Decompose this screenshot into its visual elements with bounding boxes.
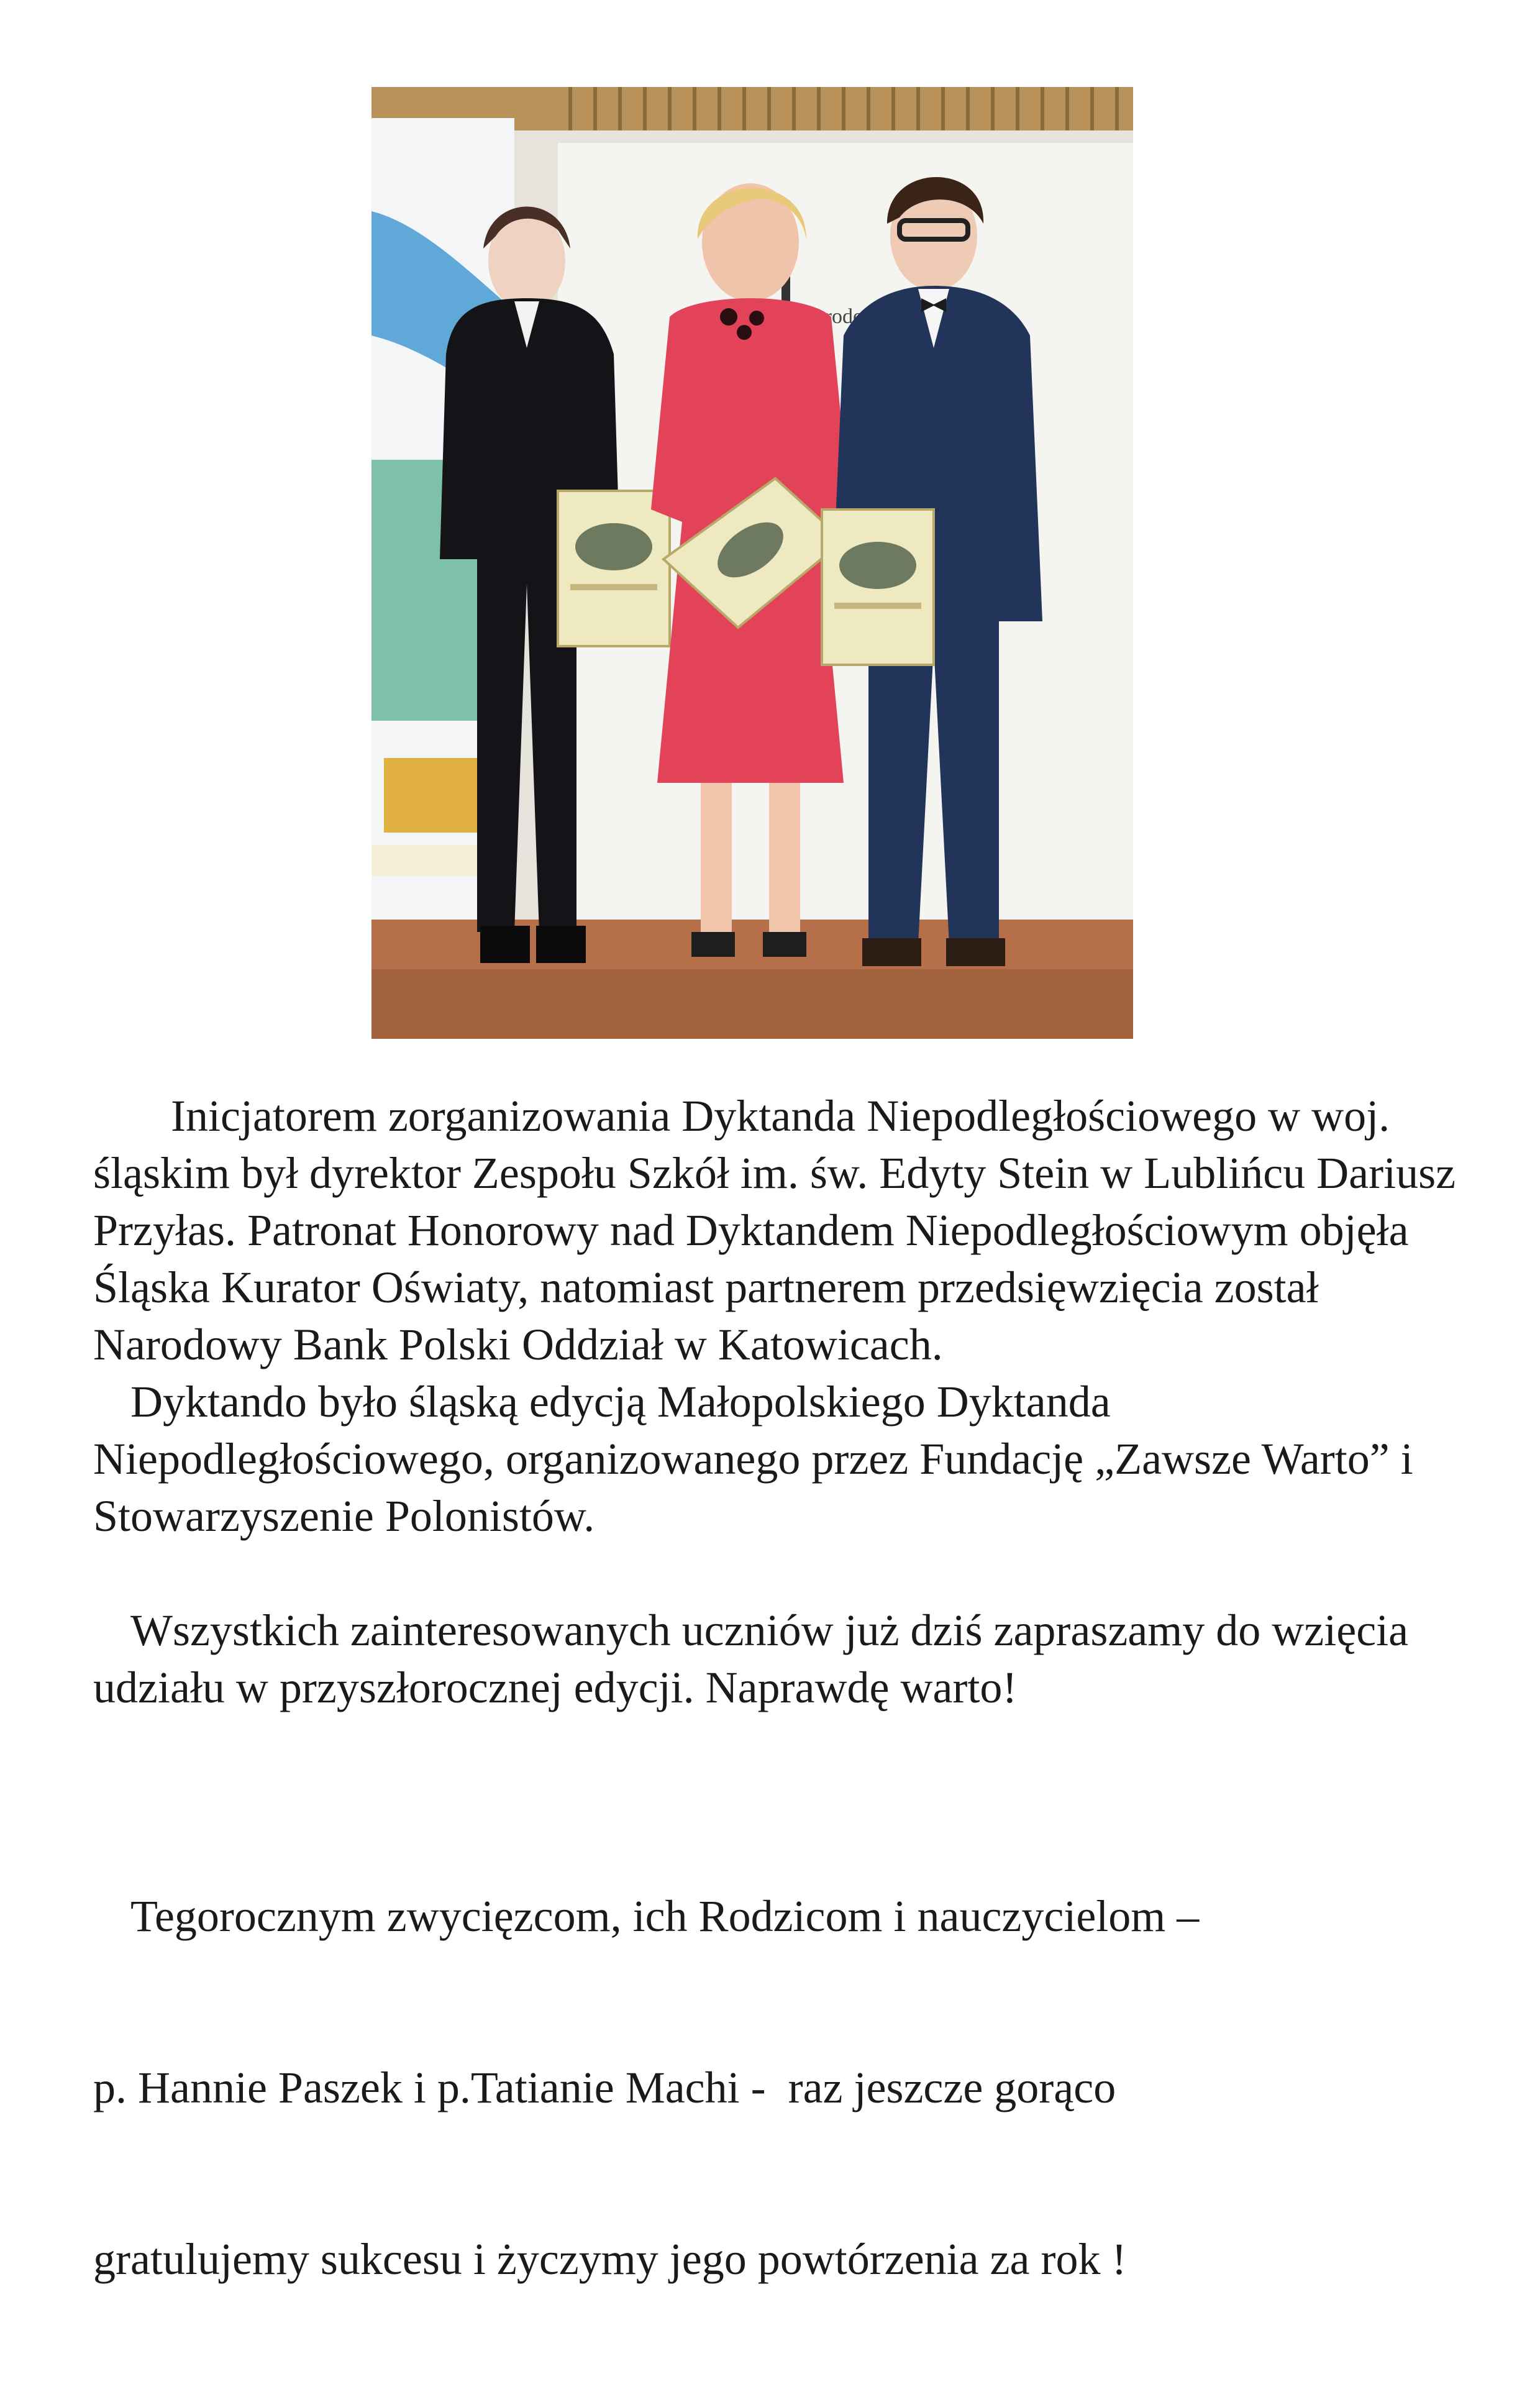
- event-photo: [371, 87, 1133, 1039]
- paragraph-dictation-edition: Dyktando było śląską edycją Małopolskiego Dyktanda Niepodległościowego, organizowanego przez Fundację „Zawsze Warto” i Stowarzyszenie Polonistów.: [93, 1377, 1424, 1541]
- banner-text: Narodowy: [800, 305, 890, 328]
- congratulations-line-2: p. Hannie Paszek i p.Tatianie Machi - raz jeszcze gorąco: [93, 2063, 1116, 2112]
- paragraph-initiator: Inicjatorem zorganizowania Dyktanda Niepodległościowego w woj. śląskim był dyrektor Zespołu Szkół im. św. Edyty Stein w Lublińcu Dariusz Przyłas. Patronat Honorowy nad Dyktandem Niepodległościowym objęła Śląska Kurator Oświaty, natomiast partnerem przedsięwzięcia został Narodowy Bank Polski Oddział w Katowicach.: [93, 1091, 1467, 1369]
- paragraph-invitation: Wszystkich zainteresowanych uczniów już dziś zapraszamy do wzięcia udziału w przyszłorocznej edycji. Naprawdę warto!: [93, 1605, 1420, 1712]
- congratulations-line-3: gratulujemy sukcesu i życzymy jego powtórzenia za rok !: [93, 2234, 1127, 2284]
- photo-three-people-holding-certificates: [371, 87, 1133, 1039]
- paragraph-congratulations: [93, 1773, 1472, 2402]
- congratulations-line-1: Tegorocznym zwycięzcom, ich Rodzicom i nauczycielom –: [130, 1891, 1200, 1941]
- article-text: [93, 1087, 1472, 2402]
